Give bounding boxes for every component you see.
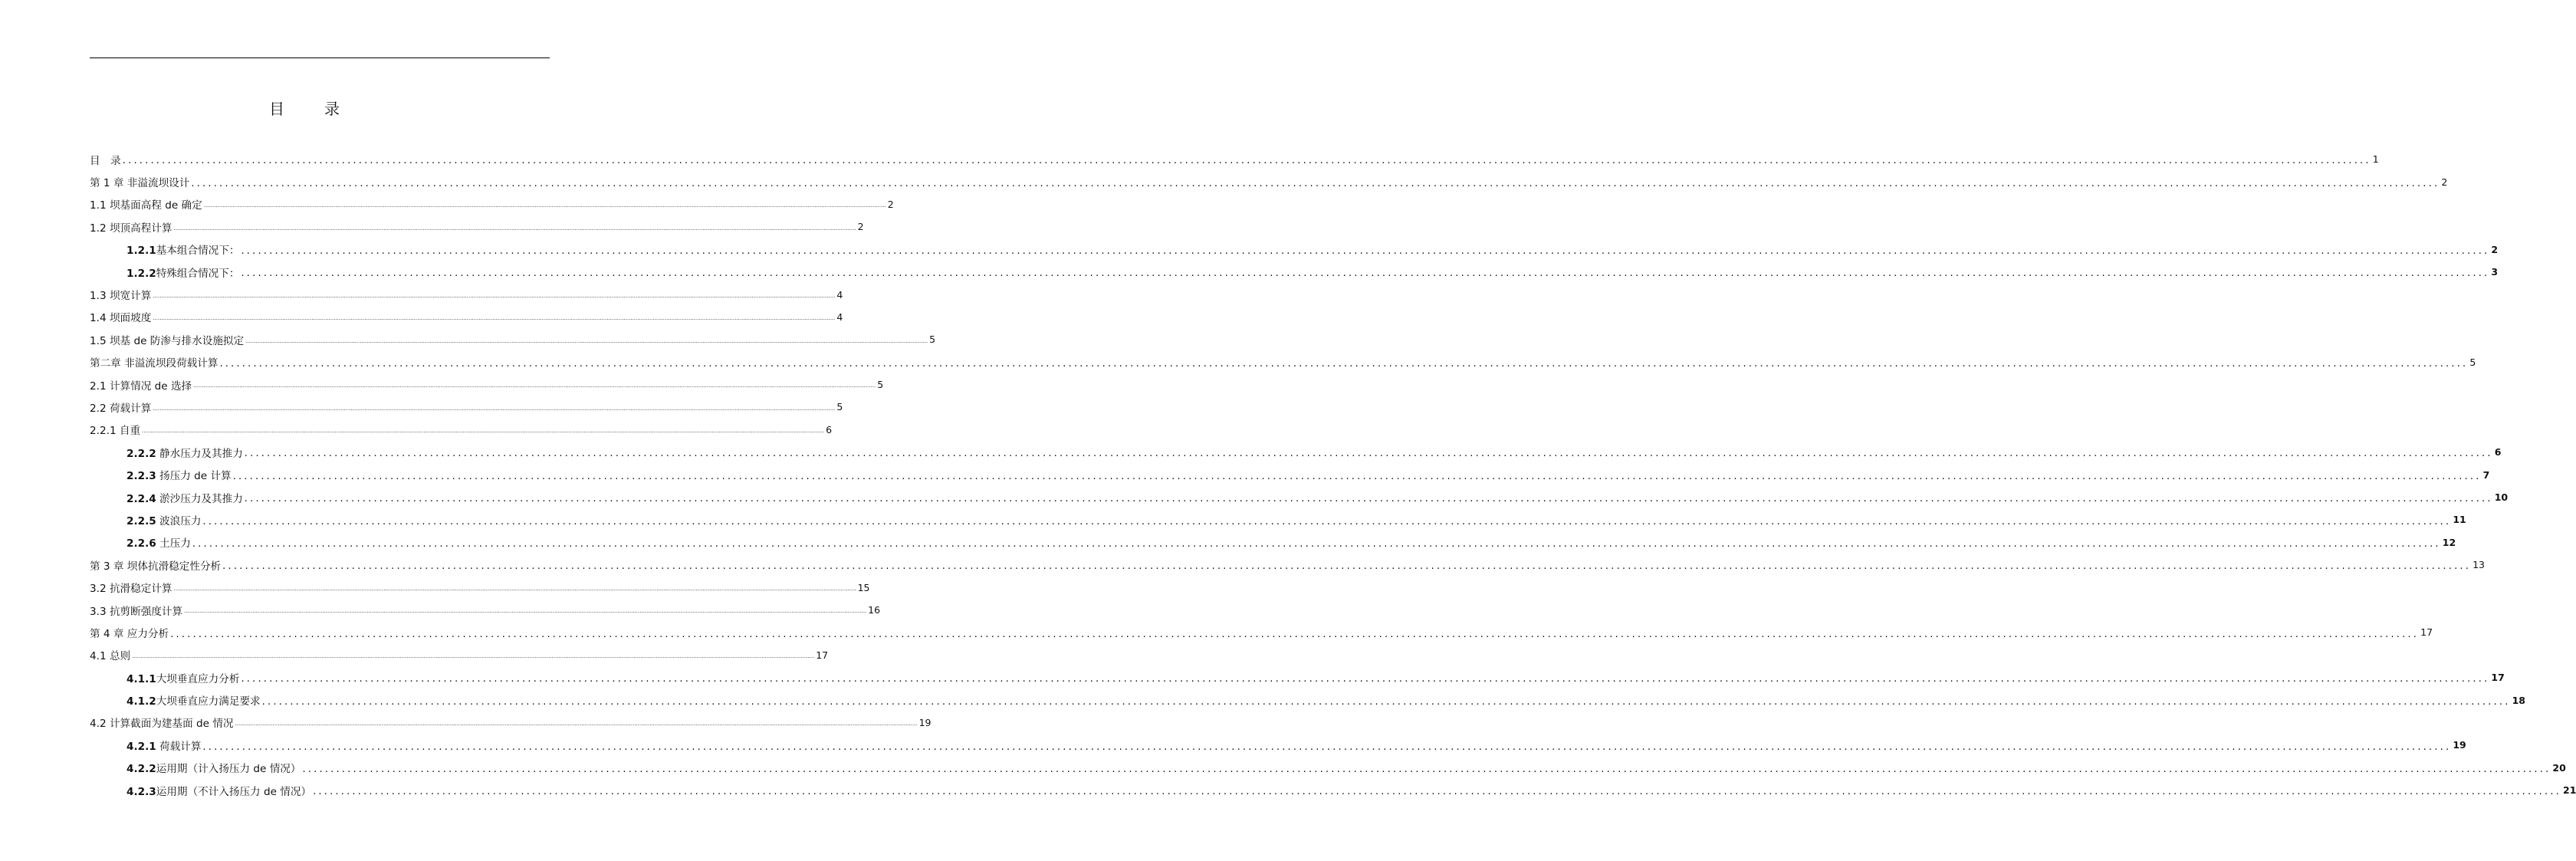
toc-entry[interactable] — [90, 666, 2505, 688]
toc-page-number: 21 — [2563, 784, 2576, 797]
toc-page-number: 2 — [2441, 176, 2448, 188]
toc-entry[interactable] — [90, 238, 2499, 261]
toc-entry-number: 2.2.5 — [127, 514, 156, 527]
toc-page-number: 20 — [2552, 761, 2566, 774]
toc-dot-leader: ................................................................................................................................................................................................................................................................................................................................................................................................................ — [192, 538, 2441, 550]
toc-entry-title — [127, 783, 313, 798]
toc-entry-title — [90, 422, 142, 437]
toc-page-number: 5 — [877, 379, 884, 391]
toc-entry-number: 4.1.2 — [127, 695, 156, 708]
toc-dot-leader: ................................................................................................................................................................................................................................................................................................................................................................................................................ — [244, 493, 2493, 505]
toc-entry-title — [90, 354, 219, 370]
toc-entry[interactable] — [90, 193, 894, 215]
toc-entry-text: 目 录 — [90, 154, 121, 167]
toc-page-number: 11 — [2453, 514, 2466, 526]
toc-entry-title — [90, 377, 193, 393]
toc-page-number: 4 — [836, 288, 843, 301]
toc-page-number: 15 — [857, 581, 870, 593]
toc-entry-title — [90, 715, 235, 730]
toc-page-number: 19 — [918, 716, 932, 728]
toc-page-number: 16 — [868, 604, 881, 616]
toc-entry-text: 1.5 坝基 de 防渗与排水设施拟定 — [90, 334, 245, 347]
toc-entry-text: 3.2 抗滑稳定计算 — [90, 583, 172, 596]
toc-dot-leader: ................................................................................................................................................................................................................................................................................................................................................................................................................ — [232, 470, 2482, 482]
toc-entry[interactable] — [90, 599, 881, 621]
toc-dot-leader: ................................................................................................................................................................................................................................................................................................................................................................................................................ — [245, 337, 928, 344]
toc-entry-number: 1.2.1 — [127, 245, 156, 258]
toc-entry[interactable] — [90, 508, 2466, 531]
toc-entry-text: 基本组合情况下： — [156, 245, 240, 258]
toc-entry[interactable] — [90, 531, 2456, 554]
toc-page-number: 6 — [2494, 446, 2502, 458]
toc-entry-title — [90, 309, 153, 324]
toc-dot-leader: ................................................................................................................................................................................................................................................................................................................................................................................................................ — [170, 628, 2420, 640]
toc-entry-text: 运用期（不计入扬压力 de 情况） — [156, 785, 312, 798]
toc-entry-text: 2.2 荷载计算 — [90, 402, 152, 415]
toc-entry[interactable] — [90, 779, 2576, 801]
toc-page-number: 17 — [2491, 672, 2505, 684]
toc-entry[interactable] — [90, 621, 2433, 643]
toc-dot-leader: ................................................................................................................................................................................................................................................................................................................................................................................................................ — [122, 155, 2371, 167]
toc-entry-number: 2.2.6 — [127, 537, 156, 550]
toc-entry-number: 4.2.2 — [127, 763, 156, 776]
toc-page-number: 17 — [816, 649, 829, 661]
toc-entry[interactable] — [90, 396, 843, 418]
toc-entry-text: 2.1 计算情况 de 选择 — [90, 380, 192, 393]
toc-entry-title — [127, 445, 245, 460]
toc-dot-leader: ................................................................................................................................................................................................................................................................................................................................................................................................................ — [203, 202, 886, 209]
page-title: 目 录 — [269, 100, 352, 118]
toc-dot-leader: ................................................................................................................................................................................................................................................................................................................................................................................................................ — [222, 560, 2472, 573]
toc-entry-text: 3.3 抗剪断强度计算 — [90, 605, 183, 618]
toc-dot-leader: ................................................................................................................................................................................................................................................................................................................................................................................................................ — [142, 428, 825, 435]
toc-entry-text: 荷载计算 — [156, 740, 202, 753]
table-of-contents — [90, 148, 2576, 801]
toc-dot-leader: ................................................................................................................................................................................................................................................................................................................................................................................................................ — [261, 695, 2511, 708]
toc-entry-title — [127, 242, 241, 257]
toc-entry-number: 2.2.3 — [127, 470, 156, 483]
toc-entry[interactable] — [90, 261, 2499, 283]
toc-entry-text: 1.1 坝基面高程 de 确定 — [90, 199, 202, 212]
toc-entry-number: 2.2.4 — [127, 492, 156, 505]
toc-entry-title — [90, 580, 174, 595]
toc-dot-leader: ................................................................................................................................................................................................................................................................................................................................................................................................................ — [153, 315, 836, 322]
toc-entry-text: 静水压力及其推力 — [156, 447, 243, 460]
toc-page-number: 12 — [2442, 536, 2456, 548]
toc-page-number: 13 — [2472, 559, 2485, 571]
toc-entry[interactable] — [90, 463, 2490, 485]
toc-dot-leader: ................................................................................................................................................................................................................................................................................................................................................................................................................ — [244, 448, 2493, 460]
toc-entry-title — [127, 512, 202, 527]
toc-dot-leader: ................................................................................................................................................................................................................................................................................................................................................................................................................ — [241, 245, 2490, 257]
toc-entry[interactable] — [90, 373, 884, 396]
toc-entry-title — [127, 670, 241, 685]
toc-dot-leader: ................................................................................................................................................................................................................................................................................................................................................................................................................ — [235, 721, 918, 728]
toc-entry[interactable] — [90, 215, 864, 238]
toc-entry-text: 扬压力 de 计算 — [156, 470, 232, 483]
toc-entry-title — [127, 467, 233, 482]
toc-entry-text: 4.1 总则 — [90, 650, 131, 663]
toc-entry-text: 第 1 章 非溢流坝设计 — [90, 177, 190, 190]
toc-dot-leader: ................................................................................................................................................................................................................................................................................................................................................................................................................ — [241, 673, 2490, 685]
toc-entry-title — [90, 625, 170, 640]
toc-entry-title — [127, 490, 245, 505]
toc-entry-text: 波浪压力 — [156, 514, 202, 527]
toc-entry[interactable] — [90, 328, 936, 350]
toc-page-number: 3 — [2491, 266, 2499, 278]
toc-entry[interactable] — [90, 644, 829, 666]
toc-page-number: 4 — [836, 311, 843, 323]
toc-page-number: 2 — [2491, 243, 2499, 255]
toc-dot-leader: ................................................................................................................................................................................................................................................................................................................................................................................................................ — [132, 652, 815, 659]
toc-entry-title — [90, 399, 153, 415]
toc-entry[interactable] — [90, 170, 2448, 192]
toc-entry-text: 大坝垂直应力满足要求 — [156, 695, 261, 708]
toc-entry-title — [90, 196, 204, 212]
toc-page-number: 2 — [887, 198, 894, 210]
toc-entry-text: 特殊组合情况下： — [156, 267, 240, 280]
toc-page-number: 7 — [2482, 468, 2490, 481]
toc-entry[interactable] — [90, 148, 2379, 170]
toc-entry[interactable] — [90, 441, 2502, 463]
toc-entry-title — [127, 534, 192, 550]
toc-dot-leader: ................................................................................................................................................................................................................................................................................................................................................................................................................ — [219, 357, 2469, 370]
toc-dot-leader: ................................................................................................................................................................................................................................................................................................................................................................................................................ — [173, 225, 856, 232]
toc-entry[interactable] — [90, 419, 833, 441]
toc-dot-leader: ................................................................................................................................................................................................................................................................................................................................................................................................................ — [193, 383, 876, 389]
toc-entry-title — [127, 265, 241, 280]
toc-page-number: 10 — [2494, 491, 2509, 504]
toc-entry[interactable] — [90, 306, 843, 328]
toc-entry[interactable] — [90, 757, 2566, 779]
toc-entry-text: 大坝垂直应力分析 — [156, 672, 240, 685]
toc-page-number: 1 — [2372, 153, 2379, 166]
toc-page-number: 6 — [826, 423, 833, 435]
toc-entry-text: 4.2 计算截面为建基面 de 情况 — [90, 718, 234, 731]
toc-entry-title — [90, 647, 132, 662]
toc-dot-leader: ................................................................................................................................................................................................................................................................................................................................................................................................................ — [184, 608, 867, 615]
toc-entry-text: 第 4 章 应力分析 — [90, 627, 169, 640]
toc-entry-text: 第 3 章 坝体抗滑稳定性分析 — [90, 560, 222, 573]
toc-page-number: 5 — [929, 334, 936, 346]
toc-dot-leader: ................................................................................................................................................................................................................................................................................................................................................................................................................ — [173, 585, 856, 592]
toc-entry-number: 2.2.2 — [127, 447, 156, 460]
toc-entry[interactable] — [90, 576, 870, 598]
toc-entry-title — [127, 738, 202, 753]
toc-entry-title — [127, 760, 302, 775]
toc-entry-number: 1.2.2 — [127, 267, 156, 280]
toc-page-number: 5 — [836, 401, 843, 413]
toc-entry[interactable] — [90, 688, 2525, 711]
toc-entry-text: 土压力 — [156, 537, 191, 550]
toc-page-number: 5 — [2469, 356, 2476, 368]
toc-entry-title — [90, 152, 123, 167]
toc-entry-title — [127, 692, 262, 708]
toc-entry[interactable] — [90, 351, 2476, 373]
toc-entry-text: 运用期（计入扬压力 de 情况） — [156, 763, 301, 776]
toc-entry-title — [90, 332, 245, 347]
toc-page-number: 2 — [857, 221, 864, 233]
toc-page-number: 19 — [2453, 739, 2466, 751]
toc-dot-leader: ................................................................................................................................................................................................................................................................................................................................................................................................................ — [302, 763, 2551, 775]
toc-dot-leader: ................................................................................................................................................................................................................................................................................................................................................................................................................ — [191, 177, 2440, 189]
toc-entry-text: 2.2.1 自重 — [90, 425, 141, 438]
toc-entry-title — [90, 603, 184, 618]
toc-entry-number: 4.2.3 — [127, 785, 156, 798]
toc-entry[interactable] — [90, 283, 843, 305]
toc-dot-leader: ................................................................................................................................................................................................................................................................................................................................................................................................................ — [153, 292, 836, 299]
toc-entry-text: 1.2 坝顶高程计算 — [90, 222, 172, 235]
toc-entry-text: 1.3 坝宽计算 — [90, 290, 152, 303]
toc-dot-leader: ................................................................................................................................................................................................................................................................................................................................................................................................................ — [153, 405, 836, 412]
toc-entry[interactable] — [90, 486, 2509, 508]
toc-dot-leader: ................................................................................................................................................................................................................................................................................................................................................................................................................ — [241, 268, 2490, 280]
toc-entry-title — [90, 557, 222, 573]
toc-entry-text: 1.4 坝面坡度 — [90, 312, 152, 325]
toc-entry-title — [90, 174, 191, 189]
toc-dot-leader: ................................................................................................................................................................................................................................................................................................................................................................................................................ — [202, 741, 2452, 753]
toc-entry[interactable] — [90, 554, 2485, 576]
toc-entry[interactable] — [90, 711, 932, 734]
toc-entry-text: 第二章 非溢流坝段荷载计算 — [90, 357, 219, 370]
toc-entry-title — [90, 287, 153, 302]
toc-entry-number: 4.1.1 — [127, 672, 156, 685]
toc-dot-leader: ................................................................................................................................................................................................................................................................................................................................................................................................................ — [313, 786, 2562, 798]
toc-dot-leader: ................................................................................................................................................................................................................................................................................................................................................................................................................ — [202, 515, 2452, 527]
toc-page-number: 17 — [2420, 626, 2433, 639]
toc-entry[interactable] — [90, 734, 2466, 756]
toc-entry-number: 4.2.1 — [127, 740, 156, 753]
toc-page-number: 18 — [2512, 694, 2525, 706]
toc-entry-title — [90, 219, 174, 235]
toc-entry-text: 淤沙压力及其推力 — [156, 492, 243, 505]
